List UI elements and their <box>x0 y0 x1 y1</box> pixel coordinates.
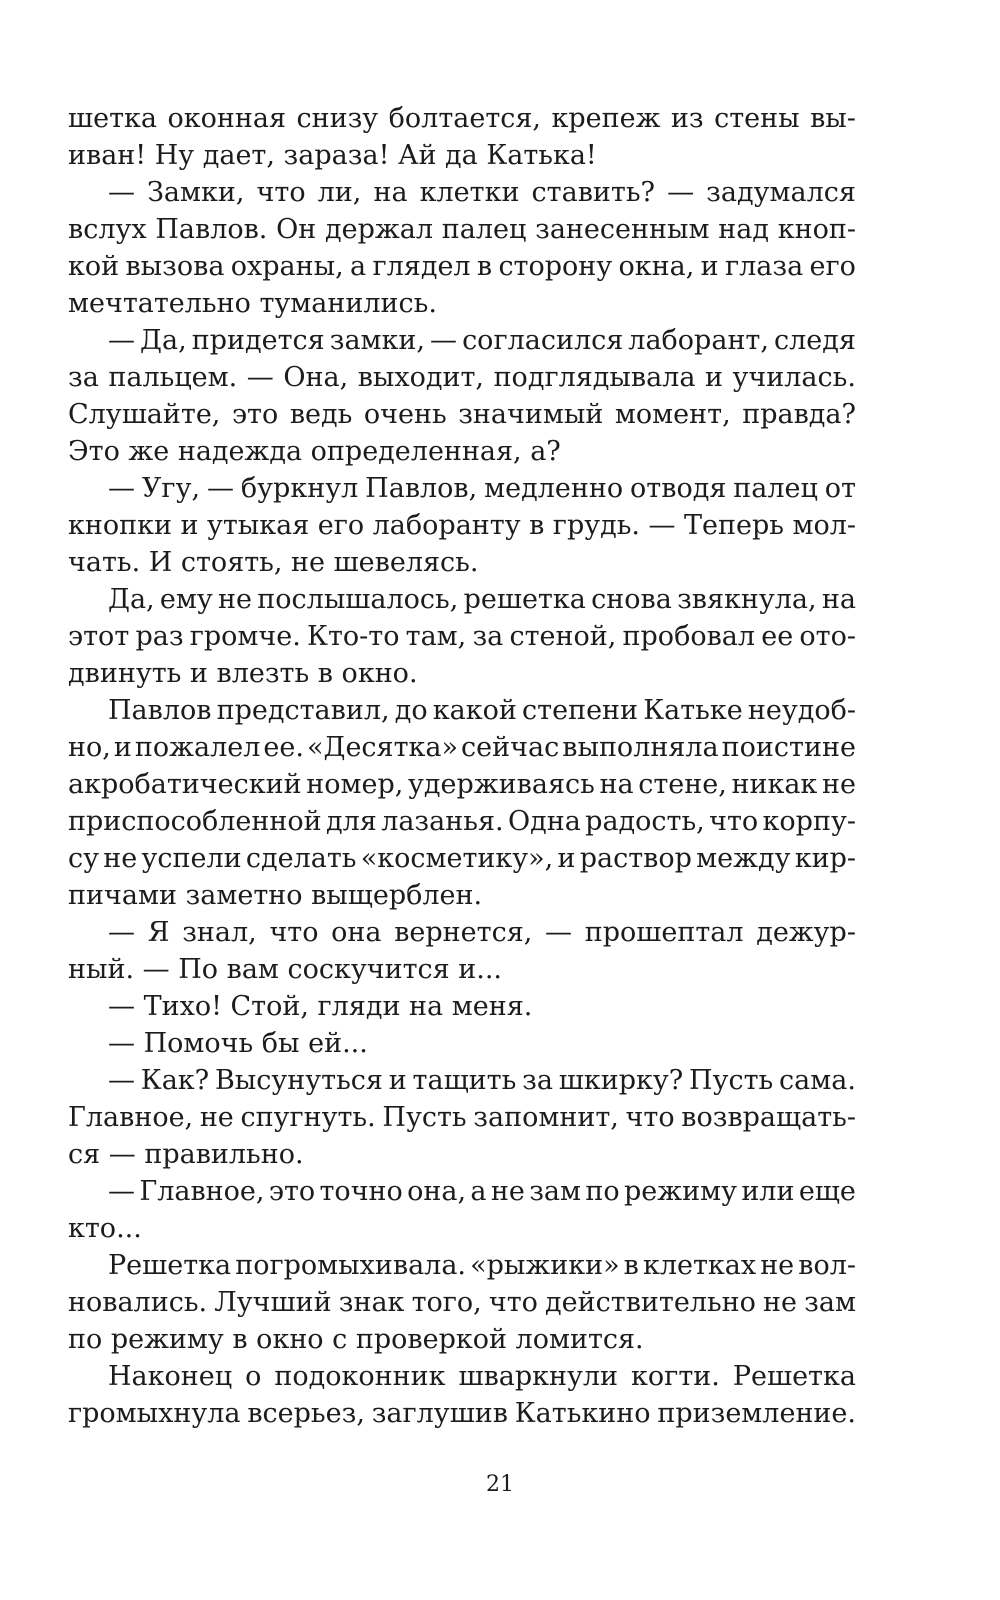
text-line: Павлов представил, до какой степени Катьке неудоб- <box>108 695 856 726</box>
text-line: — Помочь бы ей... <box>108 1028 368 1059</box>
text-line: Наконец о подоконник шваркнули когти. Решетка <box>108 1361 856 1392</box>
text-line: этот раз громче. Кто-то там, за стеной, пробовал ее ото- <box>68 621 856 652</box>
text-line: приспособленной для лазанья. Одна радость, что корпу- <box>68 806 856 837</box>
text-line: — Да, придется замки, — согласился лаборант, следя <box>108 325 856 356</box>
text-line: за пальцем. — Она, выходит, подглядывала и училась. <box>68 362 856 393</box>
text-line: ный. — По вам соскучится и... <box>68 954 503 985</box>
text-line: ся — правильно. <box>68 1139 304 1170</box>
text-line: Главное, не спугнуть. Пусть запомнит, что возвращать- <box>68 1102 856 1133</box>
text-line: — Угу, — буркнул Павлов, медленно отводя палец от <box>108 473 856 504</box>
text-line: двинуть и влезть в окно. <box>68 658 418 689</box>
text-line: громыхнула всерьез, заглушив Катькино приземление. <box>68 1398 856 1429</box>
text-line: — Как? Высунуться и тащить за шкирку? Пусть сама. <box>108 1065 856 1096</box>
text-line: кой вызова охраны, а глядел в сторону окна, и глаза его <box>68 251 856 282</box>
text-line: кто... <box>68 1213 142 1244</box>
text-line: иван! Ну дает, зараза! Ай да Катька! <box>68 140 597 171</box>
text-line: Решетка погромыхивала. «рыжики» в клетках не вол- <box>108 1250 856 1281</box>
text-line: шетка оконная снизу болтается, крепеж из стены вы- <box>68 103 856 134</box>
text-line: новались. Лучший знак того, что действительно не зам <box>68 1287 856 1318</box>
page-text <box>68 100 856 1432</box>
text-line: Это же надежда определенная, а? <box>68 436 561 467</box>
text-line: Слушайте, это ведь очень значимый момент, правда? <box>68 399 856 430</box>
text-line: — Замки, что ли, на клетки ставить? — задумался <box>108 177 856 208</box>
text-line: су не успели сделать «косметику», и раствор между кир- <box>68 843 856 874</box>
text-line: — Я знал, что она вернется, — прошептал дежур- <box>108 917 856 948</box>
text-line: акробатический номер, удерживаясь на стене, никак не <box>68 769 856 800</box>
text-line: вслух Павлов. Он держал палец занесенным над кноп- <box>68 214 856 245</box>
text-line: Да, ему не послышалось, решетка снова звякнула, на <box>108 584 856 615</box>
page-number: 21 <box>486 1472 514 1497</box>
text-line: пичами заметно выщерблен. <box>68 880 483 911</box>
text-line: мечтательно туманились. <box>68 288 437 319</box>
text-line: чать. И стоять, не шевелясь. <box>68 547 479 578</box>
text-line: — Главное, это точно она, а не зам по режиму или еще <box>108 1176 856 1207</box>
text-line: — Тихо! Стой, гляди на меня. <box>108 991 533 1022</box>
text-line: кнопки и утыкая его лаборанту в грудь. — Теперь мол- <box>68 510 856 541</box>
text-line: по режиму в окно с проверкой ломится. <box>68 1324 644 1355</box>
text-line: но, и пожалел ее. «Десятка» сейчас выполняла поистине <box>68 732 856 763</box>
